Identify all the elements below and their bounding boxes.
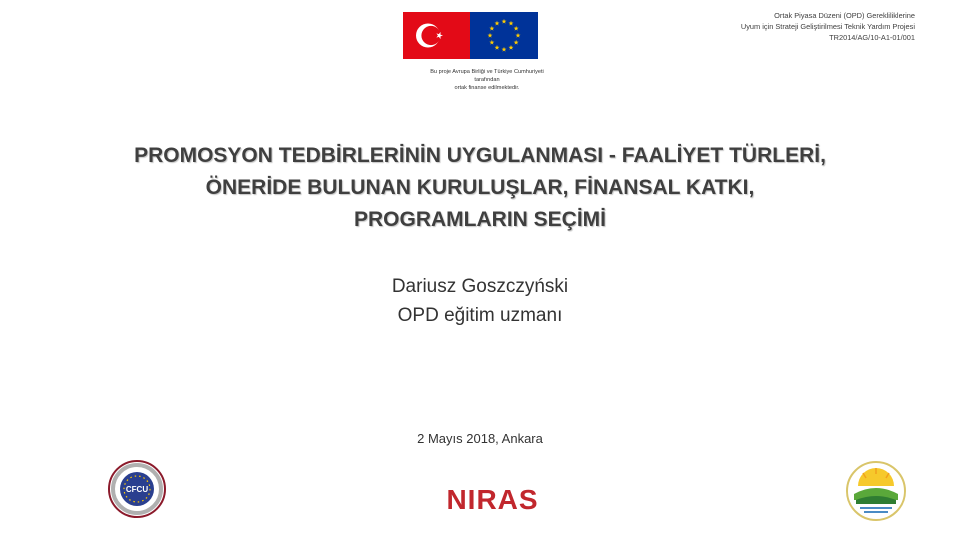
project-line: Uyum için Strateji Geliştirilmesi Teknik Yardım Projesi [740,22,915,31]
ministry-logo-icon [846,460,906,522]
niras-logo: NIRAS [446,484,539,515]
turkey-flag-icon [403,12,471,59]
title-line: PROMOSYON TEDBİRLERİNİN UYGULANMASI - FAALİYET TÜRLERİ, [134,144,826,167]
funding-line: Bu proje Avrupa Birliği ve Türkiye Cumhuriyeti [430,69,544,75]
project-info [615,10,915,43]
slide-title [60,140,900,236]
title-line: ÖNERİDE BULUNAN KURULUŞLAR, FİNANSAL KATKI, [205,176,755,199]
presenter-role: OPD eğitim uzmanı [397,305,563,326]
funding-line: ortak finanse edilmektedir. [454,85,520,91]
cfcu-logo-icon [107,459,167,519]
project-line: Ortak Piyasa Düzeni (OPD) Gerekliliklerine [774,11,915,20]
presentation-date: 2 Mayıs 2018, Ankara [417,431,543,446]
presenter-name: Dariusz Goszczyński [391,276,569,297]
cfcu-logo-text: CFCU [125,485,149,494]
project-code: TR2014/AG/10-A1-01/001 [829,33,915,42]
funding-statement [398,68,576,92]
eu-flag-icon [470,12,538,59]
presenter-block [280,272,680,330]
funding-line: tarafından [474,77,500,83]
title-line: PROGRAMLARIN SEÇİMİ [354,208,606,231]
